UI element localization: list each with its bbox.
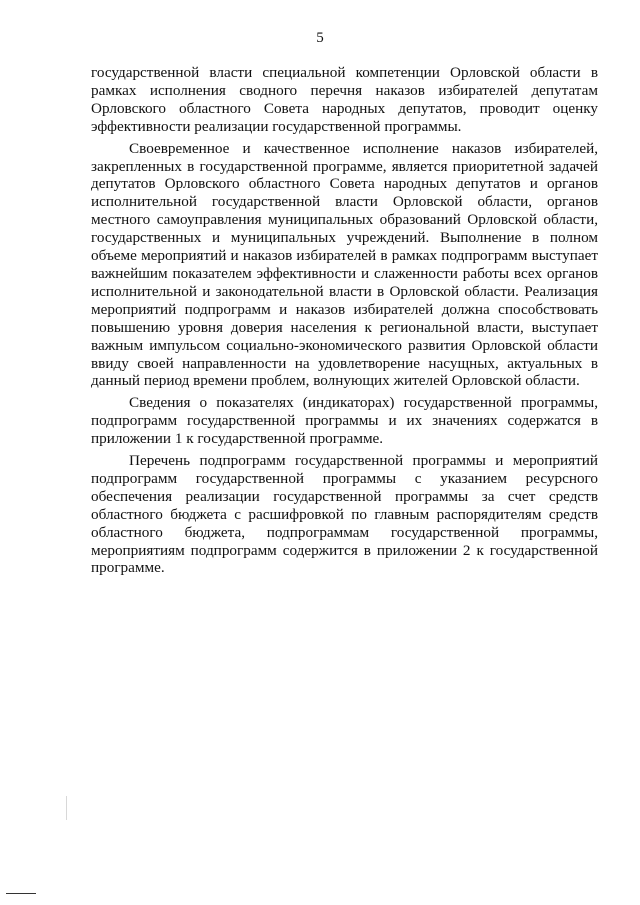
page-number: 5 [316, 30, 324, 46]
document-body [91, 64, 598, 581]
paragraph-subprograms-list: Перечень подпрограмм государственной программы и мероприятий подпрограмм государственной программы с указанием ресурсного обеспечения реализации государственной программы за счет средств областного бюджета с расшифровкой по главным распорядителям средств областного бюджета, подпрограммам государственной программы, мероприятиям подпрограмм содержится в приложении 2 к государственной программе. [91, 452, 598, 577]
scan-artifact-line [6, 893, 36, 894]
paragraph-continuation: государственной власти специальной компетенции Орловской области в рамках исполнения сводного перечня наказов избирателей депутатам Орловского областного Совета народных депутатов, проводит оценку эффективности реализации государственной программы. [91, 64, 598, 135]
scan-artifact-mark [66, 796, 67, 820]
paragraph-voter-mandates: Своевременное и качественное исполнение наказов избирателей, закрепленных в государственной программе, является приоритетной задачей депутатов Орловского областного Совета народных депутатов и органов исполнительной государственной власти Орловской области, органов местного самоуправления муниципальных образований Орловской области, государственных и муниципальных учреждений. Выполнение в полном объеме мероприятий и наказов избирателей в рамках подпрограмм выступает важнейшим показателем эффективности и слаженности работы всех органов исполнительной и законодательной власти в Орловской области. Реализация мероприятий подпрограмм и наказов избирателей должна способствовать повышению уровня доверия населения к региональной власти, выступает важным импульсом социально-экономического развития Орловской области ввиду своей направленности на удовлетворение насущных, актуальных в данный период времени проблем, волнующих жителей Орловской области. [91, 139, 598, 390]
paragraph-indicators: Сведения о показателях (индикаторах) государственной программы, подпрограмм государственной программы и их значениях содержатся в приложении 1 к государственной программе. [91, 394, 598, 448]
